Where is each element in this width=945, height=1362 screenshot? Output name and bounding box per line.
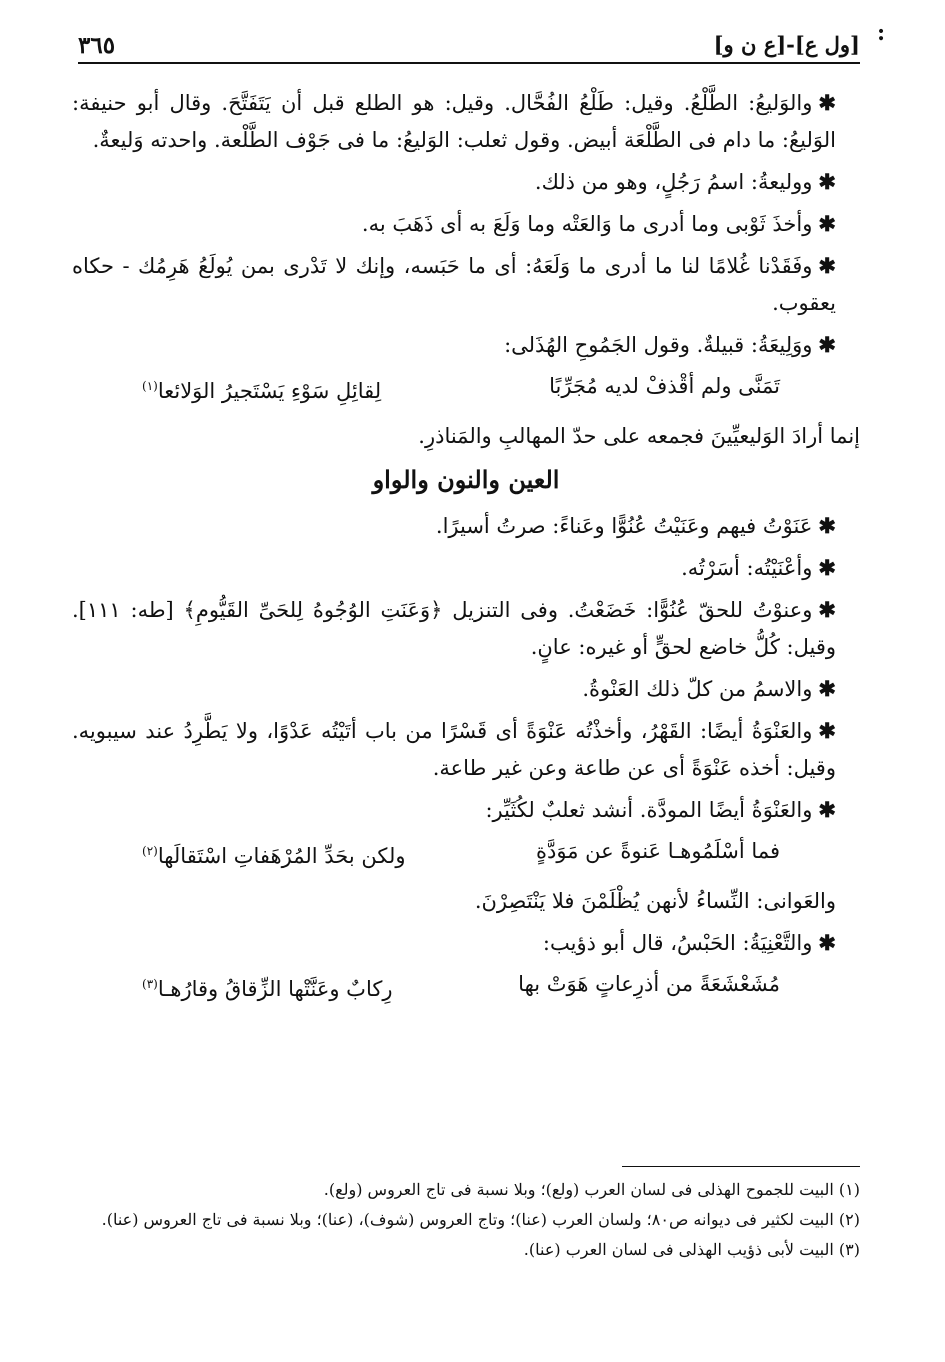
verse-hemistich-left: [142, 368, 381, 410]
paragraph-anawtu-lilhaqq: [72, 591, 860, 666]
main-text: [72, 84, 860, 1016]
star-marker: ✱: [818, 797, 836, 822]
paragraph-al-anwa-qahr: [72, 712, 860, 787]
star-marker: ✱: [818, 253, 836, 278]
paragraph-text: ووليعةُ: اسمُ رَجُلٍ، وهو من ذلك.: [534, 170, 813, 194]
paragraph-text: عَنَوْتُ فيهم وعَنَيْتُ عُنُوًّا وعَناءً: صرتُ أسيرًا.: [435, 514, 813, 538]
verse-hemistich-right: مُشَعْشَعَةً من أذرِعاتٍ هَوَتْ بها: [518, 972, 780, 996]
footnote-rule: [622, 1166, 860, 1167]
verse-3: [72, 966, 860, 1008]
header-rule: [78, 62, 860, 64]
verse-2: [72, 833, 860, 875]
star-marker: ✱: [818, 211, 836, 236]
star-marker: ✱: [818, 597, 836, 622]
verse-hemistich-right: فما أسْلَمُوهـا عَنوةً عن مَوَدَّةٍ: [536, 839, 780, 863]
page-header: [78, 30, 860, 64]
verse-hemistich-left: [142, 966, 392, 1008]
paragraph-waliya-name: [72, 163, 860, 201]
star-marker: ✱: [818, 718, 836, 743]
star-marker: ✱: [818, 90, 836, 115]
paragraph-after-verse-1: إنما أرادَ الوَليعيِّينَ فجمعه على حدّ المهالبِ والمَناذرِ.: [418, 424, 860, 448]
paragraph-waliya-tribe: [72, 326, 860, 364]
paragraph-text: والعَنْوَةُ أيضًا المودَّة. أنشد ثعلبٌ لكُثَيِّر:: [485, 798, 813, 822]
paragraph-text: والعَنْوَةُ أيضًا: القَهْرُ، وأخذْتُه عَنْوَةً أى قَسْرًا من باب أتَيْتُه عَدْوًا، ولا يَطَّرِدُ عند سيبويه. وقيل: أخذه عَنْوَةً أى عن طاعة وعن غير طاعة.: [72, 719, 836, 780]
hemistich-text: ولكن بحَدِّ المُرْهَفاتِ اسْتَقالَها: [157, 844, 406, 868]
star-marker: ✱: [818, 676, 836, 701]
verse-hemistich-right: تَمَنَّى ولم أقْذفْ لديه مُجَرِّبًا: [549, 374, 780, 398]
running-title: [ول ع]-[ع ن و]: [713, 32, 860, 57]
star-marker: ✱: [818, 169, 836, 194]
footnote-ref: (٣): [142, 977, 158, 991]
verse-1: [72, 368, 860, 410]
paragraph-waliy: [72, 84, 860, 159]
star-marker: ✱: [818, 555, 836, 580]
hemistich-text: لِقائِلِ سَوْءِ يَسْتَجيرُ الوَلائعا: [157, 379, 382, 403]
footnote-1: (١) البيت للجموح الهذلى فى لسان العرب (ولع)؛ وبلا نسبة فى تاج العروس (ولع).: [323, 1180, 860, 1199]
paragraph-text: وأخذَ ثَوْبى وما أدرى ما وَالعَتْه وما وَلَعَ به أى ذَهَبَ به.: [361, 212, 813, 236]
paragraph-al-awani: والعَوانى: النِّساءُ لأنهن يُظْلَمْنَ فلا يَنْتَصِرْنَ.: [474, 889, 836, 913]
paragraph-text: والوَليعُ: الطَّلْعُ. وقيل: طَلْعُ الفُحَّال. وقيل: هو الطلع قبل أن يَتَفَتَّحَ. وقال أبو حنيفة: الوَليعُ: ما دام فى الطَّلْعَة أبيض. وقول ثعلب: الوَليعُ: ما فى جَوْف الطَّلْعة. واحدته وَليعةٌ.: [72, 91, 836, 152]
paragraph-text: والاسمُ من كلّ ذلك العَنْوةُ.: [582, 677, 813, 701]
paragraph-aanaytuhu: [72, 549, 860, 587]
paragraph-text: وفَقَدْنا غُلامًا لنا ما أدرى ما وَلَعَهُ: أى ما حَبَسه، وإنك لا تَدْرى بمن يُولَعُ هَرِمُك - حكاه يعقوب.: [72, 254, 836, 315]
paragraph-al-ism: [72, 670, 860, 708]
verse-hemistich-left: [142, 833, 406, 875]
paragraph-akhadha: [72, 205, 860, 243]
star-marker: ✱: [818, 513, 836, 538]
paragraph-text: والتَّعْنِيَةُ: الحَبْسُ، قال أبو ذؤيب:: [542, 931, 813, 955]
star-marker: ✱: [818, 930, 836, 955]
paragraph-text: ووَلِيعَةُ: قبيلةٌ. وقول الجَمُوحِ الهُذَلى:: [504, 333, 813, 357]
paragraph-al-taniya: [72, 924, 860, 962]
section-title: العين والنون والواو: [372, 465, 560, 494]
footnote-3: (٣) البيت لأبى ذؤيب الهذلى فى لسان العرب (عنا).: [523, 1240, 860, 1259]
footnote-ref: (٢): [142, 844, 158, 858]
paragraph-text: وعنوْتُ للحقّ عُنُوًّا: خَضَعْتُ. وفى التنزيل ﴿وَعَنَتِ الوُجُوهُ لِلحَىِّ القَيُّومِ﴾ [طه: ١١١]. وقيل: كُلُّ خاضع لحقٍّ أو غيره: عانٍ.: [72, 598, 836, 659]
corner-mark: :: [877, 20, 886, 46]
paragraph-faqadna: [72, 247, 860, 322]
paragraph-anawtu: [72, 507, 860, 545]
footnote-ref: (١): [142, 379, 158, 393]
page-number: ٣٦٥: [78, 32, 116, 59]
paragraph-text: وأعْنَيْتُه: أسَرْتُه.: [681, 556, 813, 580]
hemistich-text: رِكابٌ وعَنَّتْها الزِّقاقُ وقارُهـا: [157, 977, 393, 1001]
paragraph-al-anwa-mawadda: [72, 791, 860, 829]
footnotes: [72, 1176, 860, 1266]
star-marker: ✱: [818, 332, 836, 357]
footnote-2: (٢) البيت لكثير فى ديوانه ص٨٠؛ ولسان العرب (عنا)؛ وتاج العروس (شوف)، (عنا)؛ وبلا نسبة فى تاج العروس (عنا).: [101, 1210, 860, 1229]
